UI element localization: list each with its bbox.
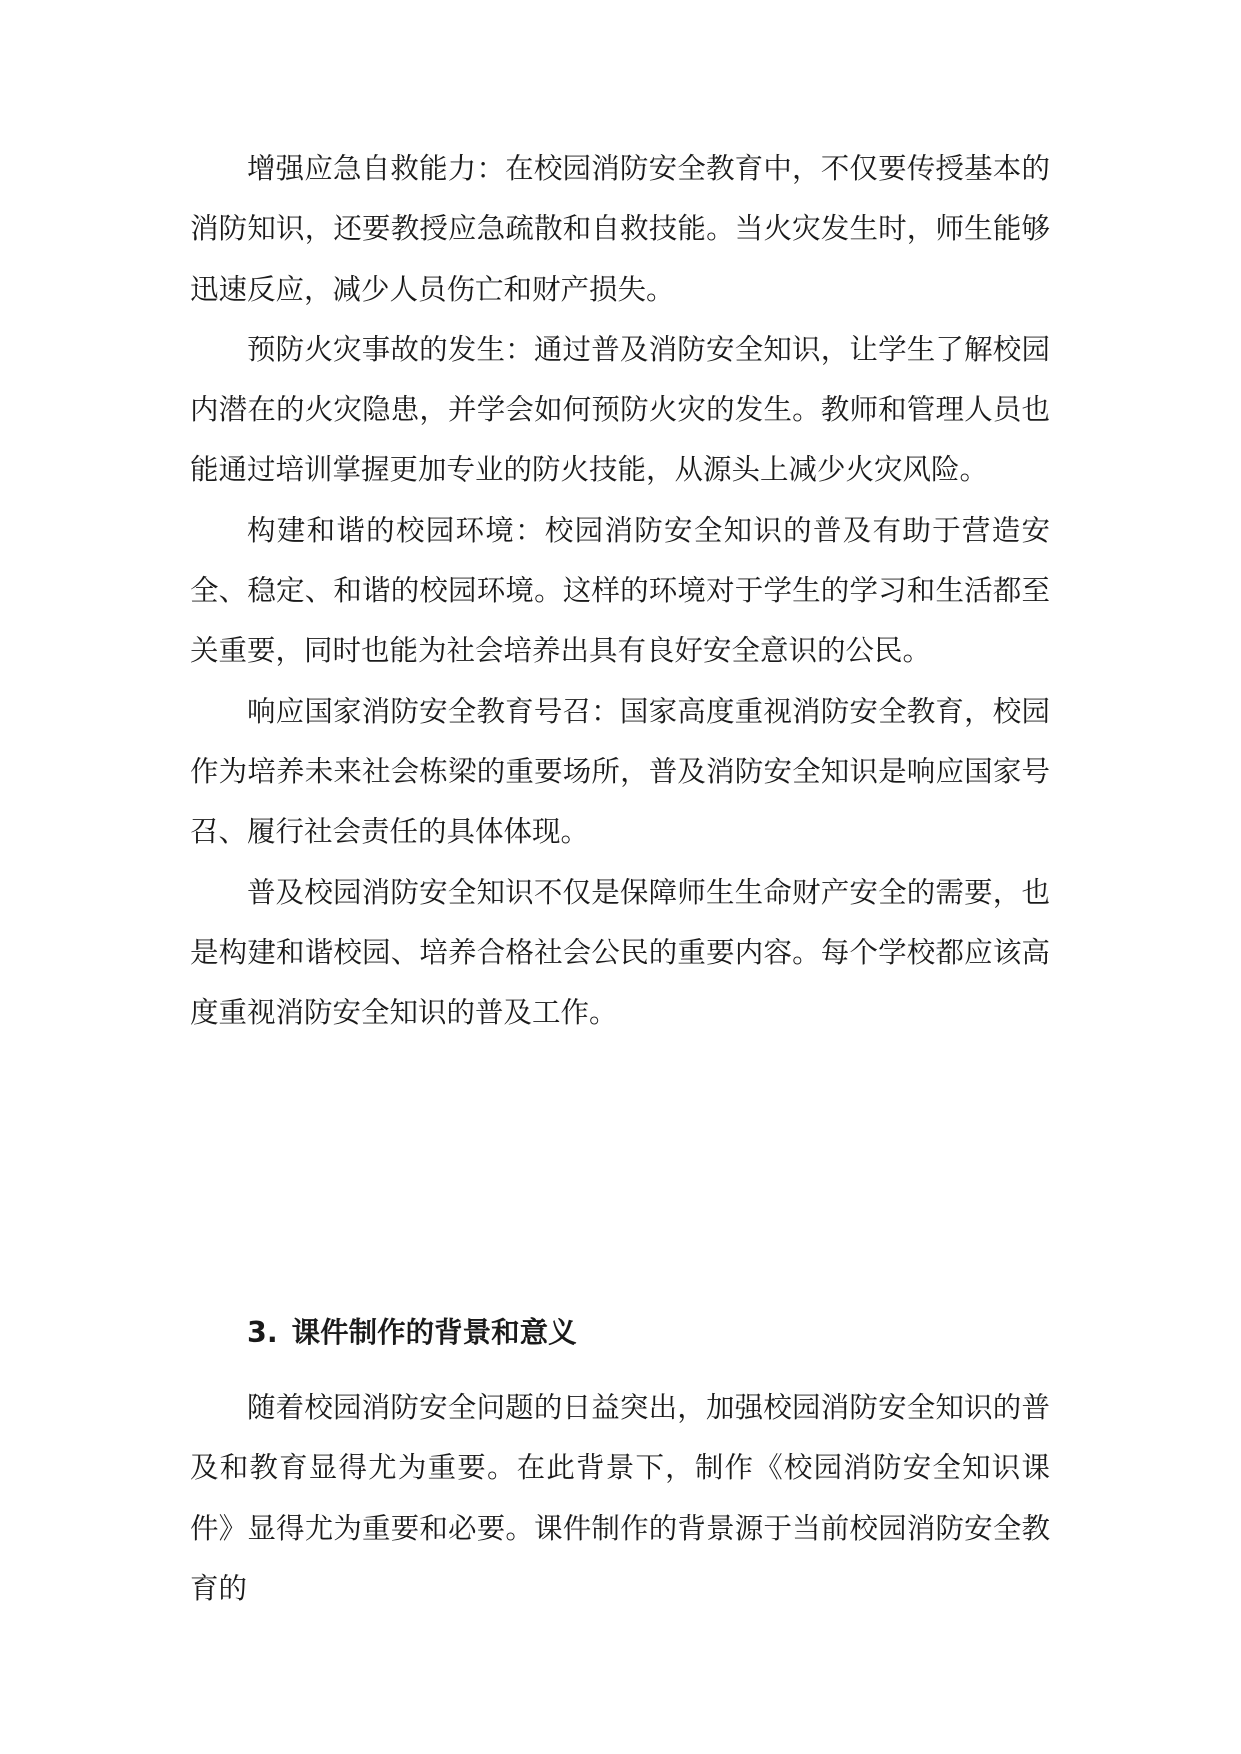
paragraph-fire-prevention: 预防火灾事故的发生：通过普及消防安全知识，让学生了解校园内潜在的火灾隐患，并学会如何预防火灾的发生。教师和管理人员也能通过培训掌握更加专业的防火技能，从源头上减少火灾风险。 <box>190 332 1050 487</box>
section-number: 3. <box>247 1316 278 1349</box>
section-body-top <box>190 139 1050 1043</box>
paragraph-summary: 普及校园消防安全知识不仅是保障师生生命财产安全的需要，也是构建和谐校园、培养合格社会公民的重要内容。每个学校都应该高度重视消防安全知识的普及工作。 <box>190 875 1050 1030</box>
section-title: 课件制作的背景和意义 <box>291 1316 577 1349</box>
section-heading <box>247 1303 1047 1363</box>
section-body-bottom <box>190 1378 1050 1619</box>
paragraph-courseware-background: 随着校园消防安全问题的日益突出，加强校园消防安全知识的普及和教育显得尤为重要。在此背景下，制作《校园消防安全知识课件》显得尤为重要和必要。课件制作的背景源于当前校园消防安全教育的 <box>190 1391 1050 1605</box>
paragraph-harmonious-campus: 构建和谐的校园环境：校园消防安全知识的普及有助于营造安全、稳定、和谐的校园环境。这样的环境对于学生的学习和生活都至关重要，同时也能为社会培养出具有良好安全意识的公民。 <box>190 513 1050 668</box>
paragraph-national-call: 响应国家消防安全教育号召：国家高度重视消防安全教育，校园作为培养未来社会栋梁的重要场所，普及消防安全知识是响应国家号召、履行社会责任的具体体现。 <box>190 694 1050 849</box>
paragraph-emergency-self-rescue: 增强应急自救能力：在校园消防安全教育中，不仅要传授基本的消防知识，还要教授应急疏散和自救技能。当火灾发生时，师生能够迅速反应，减少人员伤亡和财产损失。 <box>190 152 1050 306</box>
